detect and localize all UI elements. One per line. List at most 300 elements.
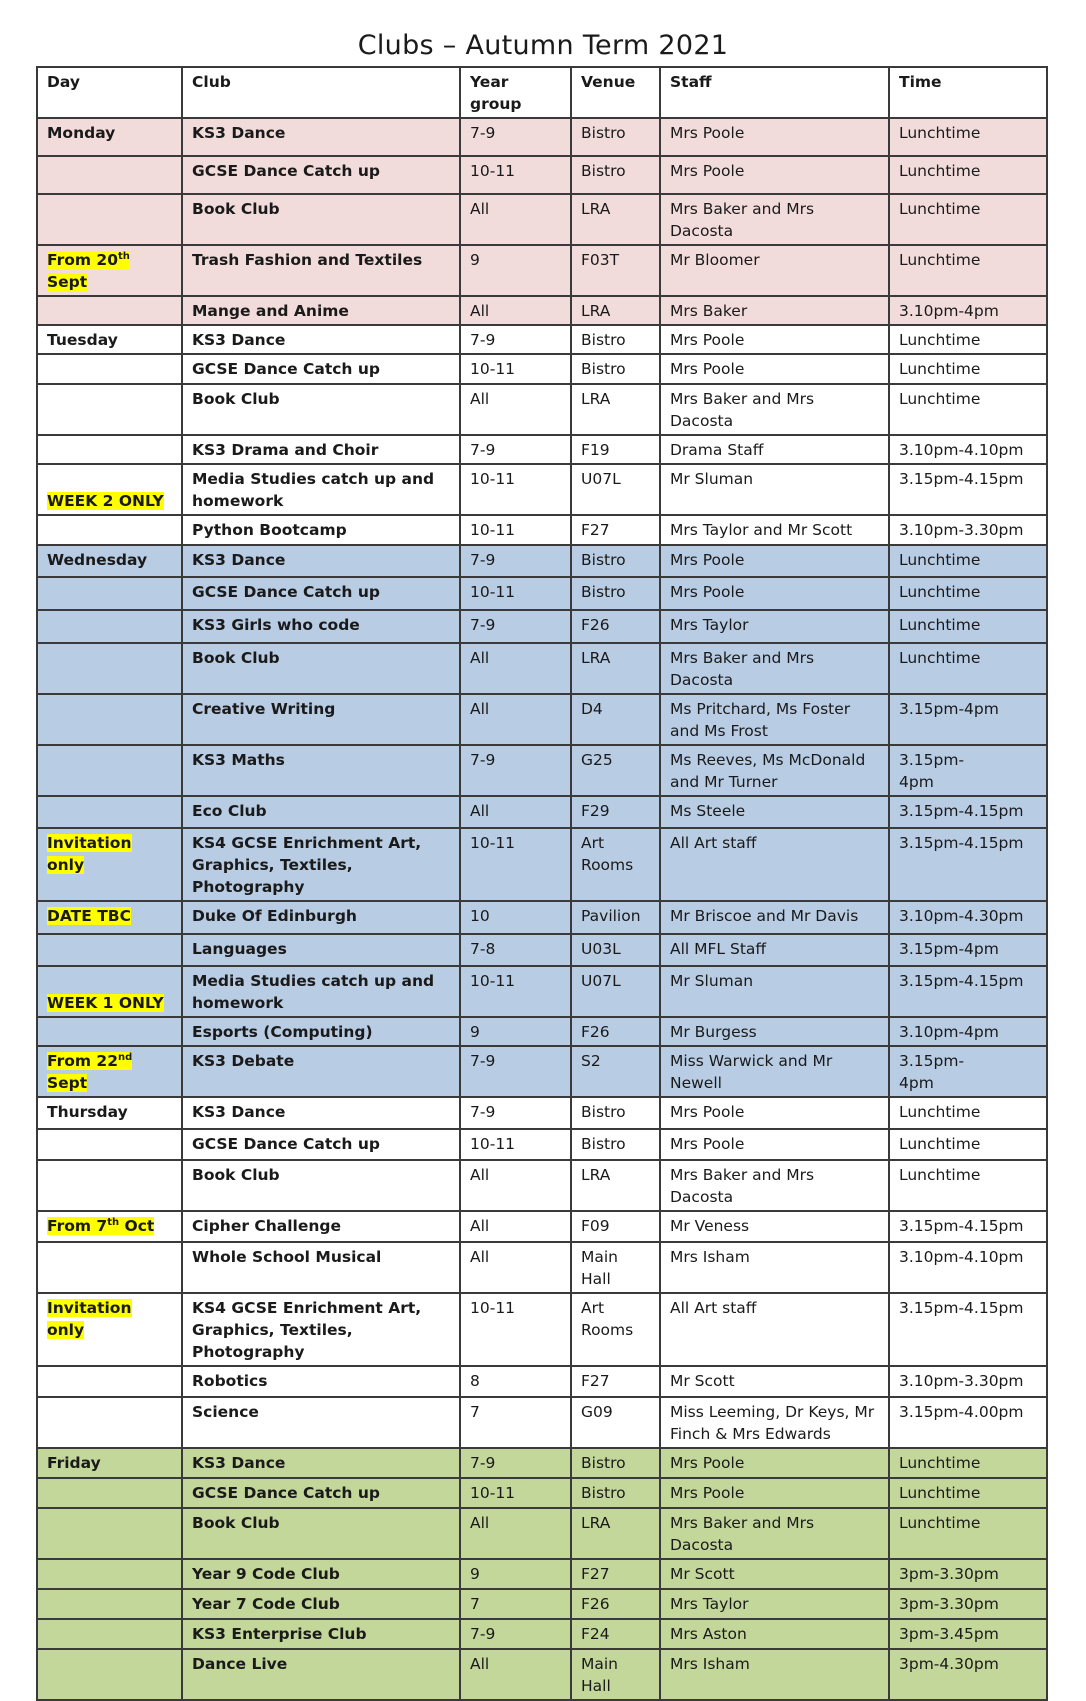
venue-cell: Bistro [571, 354, 660, 384]
year-group-cell: 7 [460, 1397, 571, 1448]
day-text: Thursday [47, 1103, 128, 1121]
club-cell: GCSE Dance Catch up [182, 1478, 460, 1508]
day-cell [37, 325, 182, 354]
staff-cell: Mr Briscoe and Mr Davis [660, 901, 889, 934]
year-group-cell: 10-11 [460, 966, 571, 1017]
day-label [47, 124, 115, 142]
club-cell: Whole School Musical [182, 1242, 460, 1293]
staff-cell: Drama Staff [660, 435, 889, 464]
day-text: Monday [47, 124, 116, 142]
club-cell: Media Studies catch up and homework [182, 464, 460, 515]
club-cell: GCSE Dance Catch up [182, 354, 460, 384]
club-cell: KS3 Drama and Choir [182, 435, 460, 464]
staff-cell: All MFL Staff [660, 934, 889, 966]
time-cell: 3.15pm-4pm [889, 694, 1047, 745]
year-group-cell: All [460, 1160, 571, 1211]
venue-cell: Bistro [571, 1129, 660, 1160]
header-day: Day [37, 67, 182, 118]
header-staff: Staff [660, 67, 889, 118]
time-cell: 3.15pm-4.00pm [889, 1397, 1047, 1448]
day-text: DATE TBC [47, 907, 131, 925]
year-group-cell: 9 [460, 245, 571, 296]
year-group-cell: 7-9 [460, 745, 571, 796]
venue-cell: LRA [571, 194, 660, 245]
year-group-cell: 9 [460, 1559, 571, 1589]
day-cell [37, 610, 182, 643]
venue-cell: Main Hall [571, 1242, 660, 1293]
staff-cell: Mrs Baker and Mrs Dacosta [660, 1160, 889, 1211]
day-cell [37, 694, 182, 745]
year-group-cell: All [460, 194, 571, 245]
year-group-cell: All [460, 694, 571, 745]
club-cell: Cipher Challenge [182, 1211, 460, 1242]
table-row [37, 545, 1047, 577]
day-cell [37, 1097, 182, 1129]
table-row [37, 577, 1047, 610]
venue-cell: Bistro [571, 325, 660, 354]
staff-cell: Mrs Poole [660, 118, 889, 156]
year-group-cell: 8 [460, 1366, 571, 1397]
venue-cell: Art Rooms [571, 1293, 660, 1366]
day-cell [37, 1211, 182, 1242]
staff-cell: Ms Steele [660, 796, 889, 828]
venue-cell: Bistro [571, 545, 660, 577]
year-group-cell: 7-9 [460, 1448, 571, 1478]
day-cell [37, 901, 182, 934]
staff-cell: Mrs Baker and Mrs Dacosta [660, 384, 889, 435]
table-row [37, 934, 1047, 966]
day-cell [37, 1589, 182, 1619]
year-group-cell: 7-9 [460, 1046, 571, 1097]
venue-cell: G25 [571, 745, 660, 796]
time-cell: Lunchtime [889, 610, 1047, 643]
venue-cell: F26 [571, 1017, 660, 1046]
time-cell: Lunchtime [889, 1129, 1047, 1160]
table-body [37, 118, 1047, 1700]
day-cell [37, 245, 182, 296]
venue-cell: D4 [571, 694, 660, 745]
day-cell [37, 934, 182, 966]
time-cell: 3pm-4.30pm [889, 1649, 1047, 1700]
staff-cell: Mr Scott [660, 1366, 889, 1397]
club-cell: Languages [182, 934, 460, 966]
club-cell: GCSE Dance Catch up [182, 577, 460, 610]
time-cell: Lunchtime [889, 1478, 1047, 1508]
time-cell: 3.15pm-4.15pm [889, 464, 1047, 515]
day-cell [37, 1366, 182, 1397]
day-cell [37, 643, 182, 694]
venue-cell: U07L [571, 464, 660, 515]
page-title: Clubs – Autumn Term 2021 [357, 30, 729, 61]
table-row [37, 1366, 1047, 1397]
venue-cell: LRA [571, 643, 660, 694]
venue-cell: LRA [571, 384, 660, 435]
year-group-cell: All [460, 384, 571, 435]
club-cell: Book Club [182, 643, 460, 694]
venue-cell: F27 [571, 1559, 660, 1589]
club-cell: Media Studies catch up and homework [182, 966, 460, 1017]
club-cell: KS4 GCSE Enrichment Art, Graphics, Textiles, Photography [182, 1293, 460, 1366]
club-cell: Dance Live [182, 1649, 460, 1700]
venue-cell: Bistro [571, 1448, 660, 1478]
club-cell: Esports (Computing) [182, 1017, 460, 1046]
day-note-highlight [47, 1052, 132, 1092]
venue-cell: F03T [571, 245, 660, 296]
day-note-highlight [47, 994, 164, 1012]
day-cell [37, 194, 182, 245]
day-text: WEEK 2 ONLY [47, 492, 164, 510]
table-row [37, 354, 1047, 384]
time-cell: 3pm-3.45pm [889, 1619, 1047, 1649]
day-ordinal-suffix: nd [118, 1051, 133, 1063]
table-row [37, 1017, 1047, 1046]
year-group-cell: 7-9 [460, 1619, 571, 1649]
time-cell: Lunchtime [889, 577, 1047, 610]
year-group-cell: All [460, 1211, 571, 1242]
day-cell [37, 515, 182, 545]
staff-cell: Mr Sluman [660, 966, 889, 1017]
day-cell [37, 1397, 182, 1448]
venue-cell: Bistro [571, 1097, 660, 1129]
venue-cell: Pavilion [571, 901, 660, 934]
venue-cell: U07L [571, 966, 660, 1017]
venue-cell: F19 [571, 435, 660, 464]
time-cell: 3.15pm- 4pm [889, 1046, 1047, 1097]
staff-cell: Ms Pritchard, Ms Foster and Ms Frost [660, 694, 889, 745]
year-group-cell: All [460, 1242, 571, 1293]
table-row [37, 245, 1047, 296]
club-cell: Book Club [182, 1508, 460, 1559]
time-cell: 3.15pm-4.15pm [889, 1293, 1047, 1366]
time-cell: Lunchtime [889, 354, 1047, 384]
day-note-highlight [47, 907, 131, 925]
staff-cell: Mrs Isham [660, 1649, 889, 1700]
day-note-highlight [47, 492, 164, 510]
day-cell [37, 1046, 182, 1097]
day-text: WEEK 1 ONLY [47, 994, 164, 1012]
time-cell: 3.10pm-3.30pm [889, 1366, 1047, 1397]
table-row [37, 901, 1047, 934]
time-cell: 3.15pm-4.15pm [889, 828, 1047, 901]
club-cell: KS3 Enterprise Club [182, 1619, 460, 1649]
venue-cell: Bistro [571, 118, 660, 156]
day-text: Invitation only [47, 834, 132, 874]
staff-cell: Mrs Taylor [660, 610, 889, 643]
year-group-cell: 10-11 [460, 1293, 571, 1366]
venue-cell: F09 [571, 1211, 660, 1242]
club-cell: Robotics [182, 1366, 460, 1397]
time-cell: 3.15pm-4.15pm [889, 966, 1047, 1017]
table-row [37, 1242, 1047, 1293]
day-cell [37, 156, 182, 194]
day-text: Wednesday [47, 551, 148, 569]
staff-cell: Ms Reeves, Ms McDonald and Mr Turner [660, 745, 889, 796]
table-row [37, 1097, 1047, 1129]
time-cell: 3.10pm-4.10pm [889, 435, 1047, 464]
day-cell [37, 545, 182, 577]
table-row [37, 1619, 1047, 1649]
table-row [37, 610, 1047, 643]
table-row [37, 1397, 1047, 1448]
day-note-highlight [47, 251, 130, 291]
day-cell [37, 1649, 182, 1700]
time-cell: 3.10pm-4.10pm [889, 1242, 1047, 1293]
year-group-cell: 7-9 [460, 610, 571, 643]
club-cell: KS3 Maths [182, 745, 460, 796]
time-cell: 3.15pm-4pm [889, 934, 1047, 966]
day-text-after: Sept [47, 273, 88, 291]
day-cell [37, 796, 182, 828]
venue-cell: U03L [571, 934, 660, 966]
venue-cell: S2 [571, 1046, 660, 1097]
year-group-cell: 10-11 [460, 1478, 571, 1508]
year-group-cell: 10-11 [460, 577, 571, 610]
staff-cell: Miss Warwick and Mr Newell [660, 1046, 889, 1097]
year-group-cell: 7-9 [460, 325, 571, 354]
club-cell: Book Club [182, 384, 460, 435]
venue-cell: LRA [571, 296, 660, 325]
club-cell: KS3 Dance [182, 325, 460, 354]
time-cell: Lunchtime [889, 325, 1047, 354]
year-group-cell: 7-8 [460, 934, 571, 966]
venue-cell: F27 [571, 1366, 660, 1397]
year-group-cell: 10-11 [460, 1129, 571, 1160]
day-text-after: Oct [119, 1217, 155, 1235]
time-cell: 3.10pm-3.30pm [889, 515, 1047, 545]
time-cell: Lunchtime [889, 1160, 1047, 1211]
table-row [37, 296, 1047, 325]
day-cell [37, 464, 182, 515]
time-cell: 3.10pm-4.30pm [889, 901, 1047, 934]
day-cell [37, 1017, 182, 1046]
day-label [47, 551, 147, 569]
club-cell: Duke Of Edinburgh [182, 901, 460, 934]
day-cell [37, 354, 182, 384]
time-cell: 3.10pm-4pm [889, 1017, 1047, 1046]
staff-cell: Mr Bloomer [660, 245, 889, 296]
table-row [37, 156, 1047, 194]
time-cell: Lunchtime [889, 194, 1047, 245]
table-row [37, 1211, 1047, 1242]
day-cell [37, 1448, 182, 1478]
year-group-cell: 10 [460, 901, 571, 934]
time-cell: Lunchtime [889, 545, 1047, 577]
time-cell: 3pm-3.30pm [889, 1589, 1047, 1619]
table-row [37, 1448, 1047, 1478]
club-cell: Science [182, 1397, 460, 1448]
time-cell: 3.15pm- 4pm [889, 745, 1047, 796]
year-group-cell: 10-11 [460, 354, 571, 384]
table-row [37, 643, 1047, 694]
table-row [37, 464, 1047, 515]
venue-cell: F26 [571, 1589, 660, 1619]
staff-cell: Mrs Taylor and Mr Scott [660, 515, 889, 545]
club-cell: GCSE Dance Catch up [182, 1129, 460, 1160]
day-cell [37, 966, 182, 1017]
year-group-cell: 7-9 [460, 118, 571, 156]
day-text: Invitation only [47, 1299, 132, 1339]
venue-cell: Bistro [571, 577, 660, 610]
time-cell: 3pm-3.30pm [889, 1559, 1047, 1589]
table-row [37, 194, 1047, 245]
year-group-cell: 10-11 [460, 515, 571, 545]
table-row [37, 515, 1047, 545]
staff-cell: Mrs Poole [660, 156, 889, 194]
clubs-table [36, 66, 1048, 1701]
day-cell [37, 745, 182, 796]
year-group-cell: 7 [460, 1589, 571, 1619]
club-cell: KS3 Debate [182, 1046, 460, 1097]
staff-cell: All Art staff [660, 828, 889, 901]
table-row [37, 966, 1047, 1017]
year-group-cell: 7-9 [460, 435, 571, 464]
venue-cell: Bistro [571, 1478, 660, 1508]
year-group-cell: 10-11 [460, 156, 571, 194]
day-label [47, 1454, 101, 1472]
club-cell: KS3 Dance [182, 545, 460, 577]
club-cell: KS3 Dance [182, 1448, 460, 1478]
day-ordinal-suffix: th [107, 1216, 120, 1228]
club-cell: Mange and Anime [182, 296, 460, 325]
day-text: From 22 [47, 1052, 119, 1070]
staff-cell: Mrs Poole [660, 545, 889, 577]
staff-cell: Mrs Poole [660, 577, 889, 610]
staff-cell: Mr Scott [660, 1559, 889, 1589]
venue-cell: G09 [571, 1397, 660, 1448]
year-group-cell: 7-9 [460, 1097, 571, 1129]
day-cell [37, 828, 182, 901]
time-cell: 3.10pm-4pm [889, 296, 1047, 325]
day-cell [37, 1619, 182, 1649]
staff-cell: Mrs Poole [660, 1097, 889, 1129]
year-group-cell: All [460, 296, 571, 325]
day-note-highlight [47, 1217, 154, 1235]
header-club: Club [182, 67, 460, 118]
time-cell: Lunchtime [889, 384, 1047, 435]
year-group-cell: 10-11 [460, 828, 571, 901]
year-group-cell: 7-9 [460, 545, 571, 577]
venue-cell: Bistro [571, 156, 660, 194]
club-cell: Book Club [182, 1160, 460, 1211]
day-cell [37, 118, 182, 156]
day-cell [37, 384, 182, 435]
day-cell [37, 1559, 182, 1589]
table-row [37, 1478, 1047, 1508]
club-cell: Book Club [182, 194, 460, 245]
day-text-after: Sept [47, 1074, 88, 1092]
day-cell [37, 1478, 182, 1508]
year-group-cell: All [460, 1508, 571, 1559]
venue-cell: F29 [571, 796, 660, 828]
year-group-cell: All [460, 796, 571, 828]
time-cell: Lunchtime [889, 1448, 1047, 1478]
table-row [37, 1589, 1047, 1619]
staff-cell: Mr Veness [660, 1211, 889, 1242]
header-row [37, 67, 1047, 118]
day-cell [37, 1508, 182, 1559]
staff-cell: Mrs Taylor [660, 1589, 889, 1619]
venue-cell: F24 [571, 1619, 660, 1649]
club-cell: Trash Fashion and Textiles [182, 245, 460, 296]
table-row [37, 384, 1047, 435]
day-label [47, 331, 118, 349]
venue-cell: LRA [571, 1160, 660, 1211]
table-row [37, 694, 1047, 745]
club-cell: GCSE Dance Catch up [182, 156, 460, 194]
table-row [37, 1559, 1047, 1589]
staff-cell: Mrs Poole [660, 1448, 889, 1478]
table-row [37, 796, 1047, 828]
year-group-cell: All [460, 643, 571, 694]
staff-cell: Mrs Baker [660, 296, 889, 325]
club-cell: KS3 Girls who code [182, 610, 460, 643]
staff-cell: Mrs Baker and Mrs Dacosta [660, 194, 889, 245]
header-year-group: Year group [460, 67, 571, 118]
day-note-highlight [47, 1299, 132, 1339]
club-cell: KS4 GCSE Enrichment Art, Graphics, Textiles, Photography [182, 828, 460, 901]
year-group-cell: 9 [460, 1017, 571, 1046]
venue-cell: LRA [571, 1508, 660, 1559]
year-group-cell: 10-11 [460, 464, 571, 515]
day-cell [37, 1293, 182, 1366]
day-ordinal-suffix: th [118, 250, 130, 262]
day-cell [37, 296, 182, 325]
time-cell: Lunchtime [889, 156, 1047, 194]
staff-cell: Mrs Baker and Mrs Dacosta [660, 1508, 889, 1559]
table-row [37, 118, 1047, 156]
day-cell [37, 1242, 182, 1293]
day-cell [37, 435, 182, 464]
staff-cell: Mrs Poole [660, 325, 889, 354]
day-text: From 7 [47, 1217, 108, 1235]
club-cell: Creative Writing [182, 694, 460, 745]
table-row [37, 325, 1047, 354]
club-cell: KS3 Dance [182, 1097, 460, 1129]
table-row [37, 828, 1047, 901]
day-text: Tuesday [47, 331, 118, 349]
staff-cell: Mrs Poole [660, 354, 889, 384]
header-time: Time [889, 67, 1047, 118]
day-note-highlight [47, 834, 132, 874]
venue-cell: Art Rooms [571, 828, 660, 901]
table-row [37, 1129, 1047, 1160]
venue-cell: F27 [571, 515, 660, 545]
time-cell: 3.15pm-4.15pm [889, 796, 1047, 828]
club-cell: Year 9 Code Club [182, 1559, 460, 1589]
club-cell: Year 7 Code Club [182, 1589, 460, 1619]
venue-cell: F26 [571, 610, 660, 643]
table-row [37, 1046, 1047, 1097]
time-cell: Lunchtime [889, 1508, 1047, 1559]
staff-cell: All Art staff [660, 1293, 889, 1366]
staff-cell: Mr Burgess [660, 1017, 889, 1046]
table-row [37, 1293, 1047, 1366]
staff-cell: Mr Sluman [660, 464, 889, 515]
club-cell: Python Bootcamp [182, 515, 460, 545]
day-text: Friday [47, 1454, 101, 1472]
time-cell: Lunchtime [889, 1097, 1047, 1129]
day-cell [37, 1160, 182, 1211]
staff-cell: Miss Leeming, Dr Keys, Mr Finch & Mrs Edwards [660, 1397, 889, 1448]
table-row [37, 1508, 1047, 1559]
day-cell [37, 1129, 182, 1160]
time-cell: 3.15pm-4.15pm [889, 1211, 1047, 1242]
club-cell: KS3 Dance [182, 118, 460, 156]
table-row [37, 745, 1047, 796]
day-cell [37, 577, 182, 610]
club-cell: Eco Club [182, 796, 460, 828]
staff-cell: Mrs Baker and Mrs Dacosta [660, 643, 889, 694]
